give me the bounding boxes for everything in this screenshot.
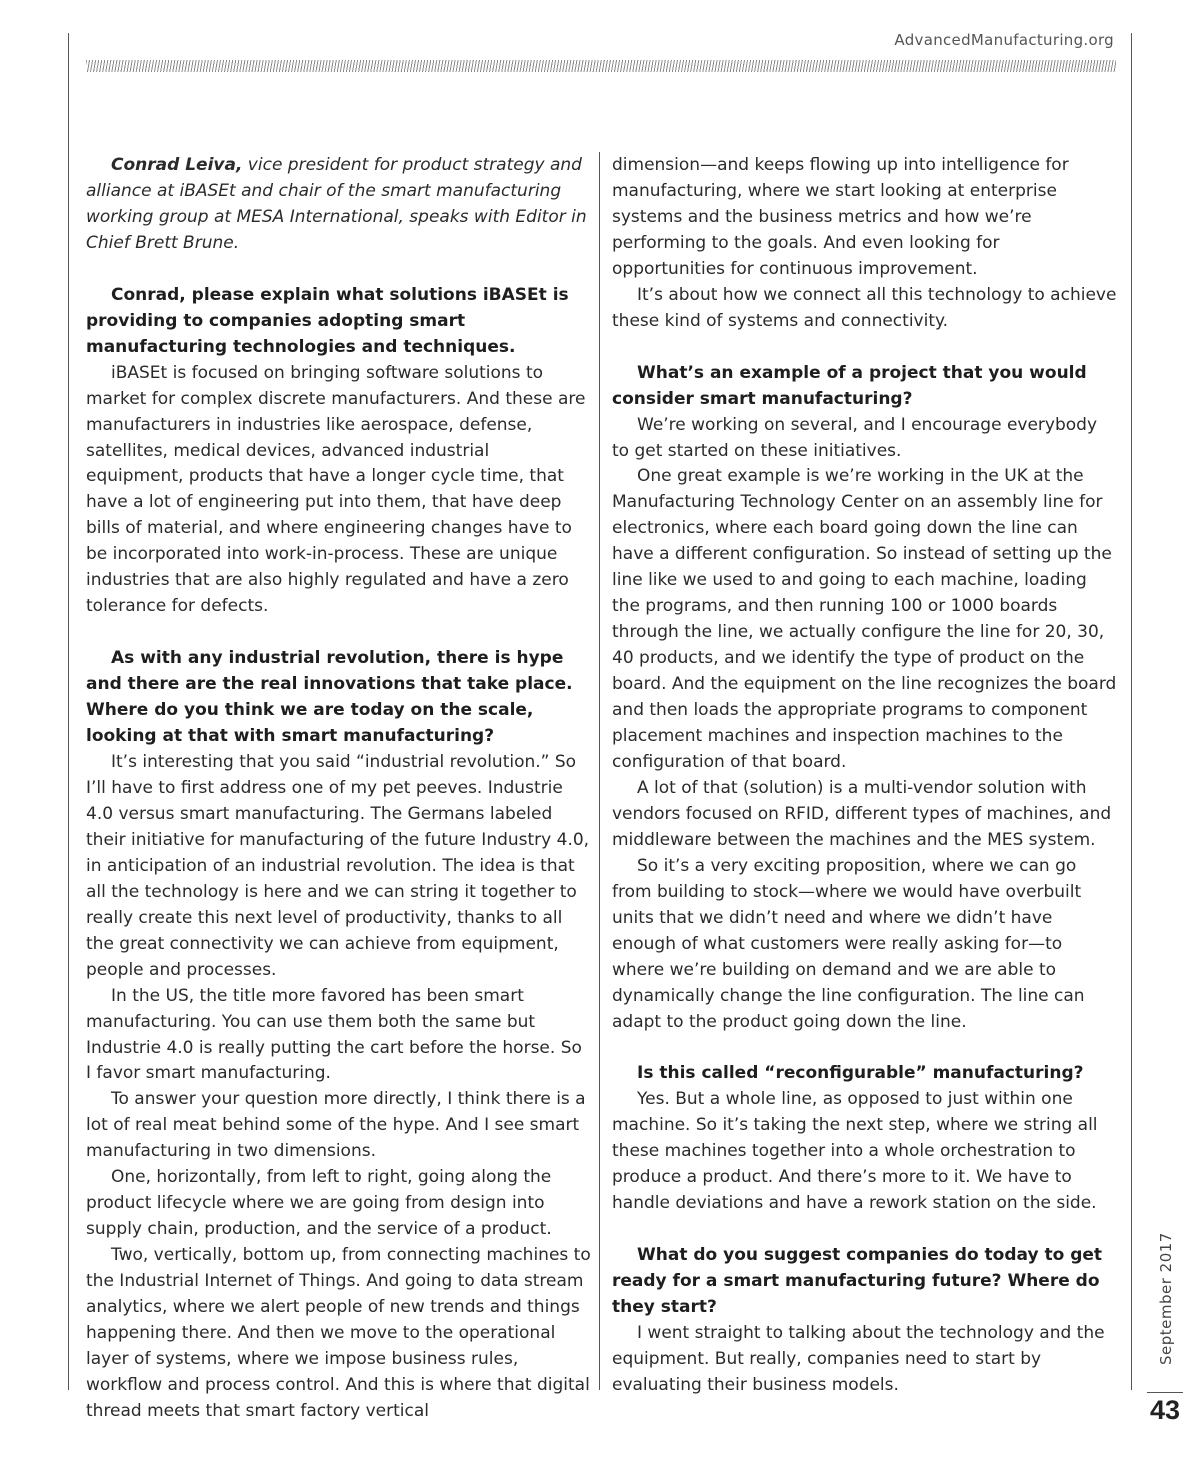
- answer-2-para-3: To answer your question more directly, I think there is a lot of real meat behind some of the hype. And I see smart manufacturing in two dimensions.: [86, 1089, 586, 1162]
- continued-paragraph: dimension—and keeps flowing up into intelligence for manufacturing, where we start looking at enterprise systems and the business metrics and how we’re performing to the goals. And even looking for opportunities for continuous improvement.: [612, 155, 1069, 279]
- header-hatch-band: [86, 60, 1116, 72]
- answer-2-para-5: Two, vertically, bottom up, from connecting machines to the Industrial Internet of Things. And going to data stream analytics, where we alert people of new trends and things happening there. And then we move to the operational layer of systems, where we impose business rules, workflow and process control. And this is where that digital thread meets that smart factory vertical: [86, 1245, 591, 1421]
- question-5: What do you suggest companies do today to get ready for a smart manufacturing future? Where do they start?: [612, 1245, 1103, 1318]
- answer-2-para-4: One, horizontally, from left to right, going along the product lifecycle where we are going from design into supply chain, production, and the service of a product.: [86, 1167, 552, 1240]
- answer-4: Yes. But a whole line, as opposed to just within one machine. So it’s taking the next step, where we string all these machines together into a whole orchestration to produce a product. And there’s more to it. We have to handle deviations and have a rework station on the side.: [612, 1089, 1098, 1214]
- question-2: As with any industrial revolution, there is hype and there are the real innovations that take place. Where do you think we are today on the scale, looking at that with smart manufacturing?: [86, 648, 573, 747]
- answer-3-para-4: So it’s a very exciting proposition, where we can go from building to stock—where we would have overbuilt units that we didn’t need and where we didn’t have enough of what customers were really asking for—to where we’re building on demand and we are able to dynamically change the line configuration. The line can adapt to the product going down the line.: [612, 855, 1085, 1032]
- column-divider: [599, 152, 600, 1390]
- answer-2-para-1: It’s interesting that you said “industrial revolution.” So I’ll have to first address one of my pet peeves. Industrie 4.0 versus smart manufacturing. The Germans labeled their initiative for manufacturing of the future Industry 4.0, in anticipation of an industrial revolution. The idea is that all the technology is here and we can string it together to really create this next level of productivity, thanks to all the great connectivity we can achieve from equipment, people and processes.: [86, 752, 590, 980]
- continued-paragraph-2: It’s about how we connect all this technology to achieve these kind of systems and connectivity.: [612, 284, 1117, 331]
- intro-paragraph: [86, 153, 591, 257]
- answer-3-para-1: We’re working on several, and I encourage everybody to get started on these initiatives.: [612, 414, 1098, 461]
- answer-3-para-2: One great example is we’re working in the UK at the Manufacturing Technology Center on an assembly line for electronics, where each board going down the line can have a different configuration. So instead of setting up the line like we used to and going to each machine, loading the programs, and then running 100 or 1000 boards through the line, we actually configure the line for 20, 30, 40 products, and we identify the type of product on the board. And the equipment on the line recognizes the board and then loads the appropriate programs to component placement machines and inspection machines to the configuration of that board.: [612, 466, 1117, 772]
- left-margin-rule: [68, 33, 69, 1390]
- answer-3-para-3: A lot of that (solution) is a multi-vendor solution with vendors focused on RFID, different types of machines, and middleware between the machines and the MES system.: [612, 777, 1112, 850]
- right-column: [612, 153, 1117, 1399]
- site-url: AdvancedManufacturing.org: [894, 31, 1114, 49]
- intro-text: vice president for product strategy and alliance at iBASEt and chair of the smart manufacturing working group at MESA International, speaks with Editor in Chief Brett Brune.: [86, 155, 587, 253]
- interviewee-name: Conrad Leiva,: [111, 155, 243, 175]
- right-margin-rule: [1131, 33, 1132, 1390]
- page-number: 43: [1150, 1395, 1181, 1425]
- answer-5: I went straight to talking about the technology and the equipment. But really, companies need to start by evaluating their business models.: [612, 1323, 1105, 1395]
- question-3: What’s an example of a project that you would consider smart manufacturing?: [612, 362, 1087, 409]
- issue-date: September 2017: [1157, 1232, 1175, 1365]
- answer-1: iBASEt is focused on bringing software solutions to market for complex discrete manufacturers. And these are manufacturers in industries like aerospace, defense, satellites, medical devices, advanced industrial equipment, products that have a longer cycle time, that have a lot of engineering put into them, that have deep bills of material, and where engineering changes have to be incorporated into work-in-process. These are unique industries that are also highly regulated and have a zero tolerance for defects.: [86, 362, 586, 617]
- left-column: [86, 153, 591, 1425]
- question-4: Is this called “reconfigurable” manufacturing?: [637, 1063, 1084, 1084]
- question-1: Conrad, please explain what solutions iBASEt is providing to companies adopting smart manufacturing technologies and techniques.: [86, 284, 569, 357]
- answer-2-para-2: In the US, the title more favored has been smart manufacturing. You can use them both the same but Industrie 4.0 is really putting the cart before the horse. So I favor smart manufacturing.: [86, 985, 582, 1084]
- folio-rule: [1147, 1392, 1183, 1393]
